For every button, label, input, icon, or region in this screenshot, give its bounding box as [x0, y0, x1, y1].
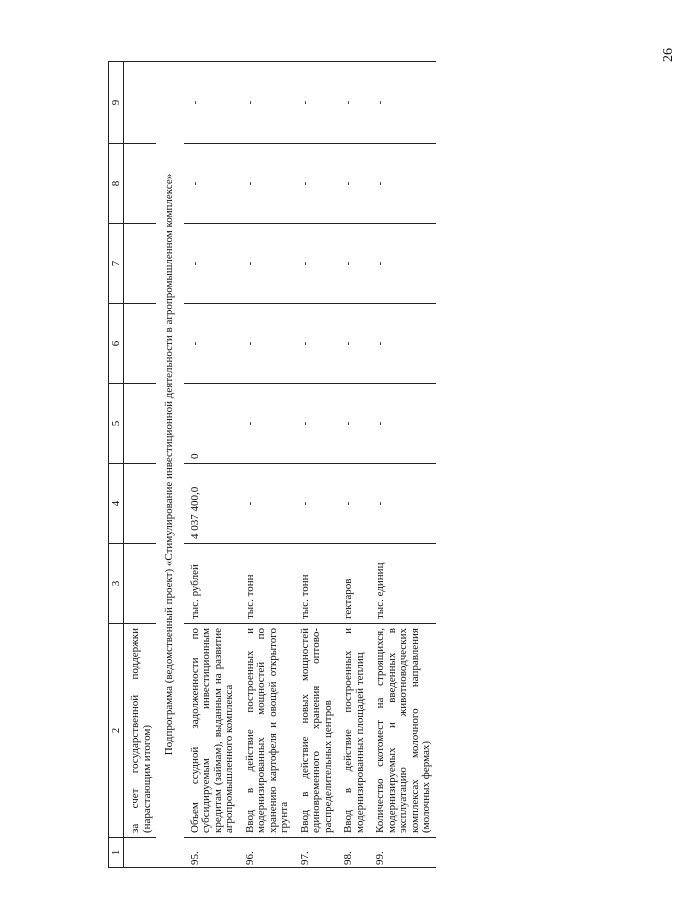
indicator-name: Ввод в действие новых мощностей единовременного хранения оптово-распределительных центров	[294, 624, 338, 838]
value-col-6: -	[369, 304, 436, 384]
value-col-6: -	[239, 304, 294, 384]
value-col-4: -	[294, 464, 338, 544]
col-header-5: 5	[109, 384, 124, 464]
indicator-name: Объем ссудной задолженности по субсидируемым инвестиционным кредитам (займам), выданным на развитие агропромышленного комплекса	[184, 624, 239, 838]
unit: тыс. единиц	[369, 544, 436, 624]
table-row	[239, 62, 294, 868]
value-col-7: -	[369, 224, 436, 304]
unit: гектаров	[337, 544, 369, 624]
unit: тыс. тонн	[294, 544, 338, 624]
value-col-5: -	[369, 384, 436, 464]
value-col-8: -	[239, 144, 294, 224]
value-col-5: -	[337, 384, 369, 464]
col-header-2: 2	[109, 624, 124, 838]
value-col-5: -	[239, 384, 294, 464]
indicators-table	[108, 61, 436, 868]
unit: тыс. рублей	[184, 544, 239, 624]
col-header-4: 4	[109, 464, 124, 544]
value-col-9: -	[239, 62, 294, 144]
value-col-9: -	[294, 62, 338, 144]
value-col-6: -	[184, 304, 239, 384]
col-header-3: 3	[109, 544, 124, 624]
value-col-9: -	[337, 62, 369, 144]
value-col-5: 0	[184, 384, 239, 464]
value-col-4: 4 037 400,0	[184, 464, 239, 544]
table-row	[294, 62, 338, 868]
row-number: 95.	[184, 838, 239, 868]
subprogram-row	[156, 62, 184, 868]
value-col-9: -	[184, 62, 239, 144]
unit: тыс. тонн	[239, 544, 294, 624]
table-row	[337, 62, 369, 868]
col-header-6: 6	[109, 304, 124, 384]
value-col-4: -	[369, 464, 436, 544]
value-col-8: -	[184, 144, 239, 224]
value-col-6: -	[294, 304, 338, 384]
row-number: 99.	[369, 838, 436, 868]
value-col-7: -	[294, 224, 338, 304]
value-col-4: -	[239, 464, 294, 544]
col-header-7: 7	[109, 224, 124, 304]
value-col-6: -	[337, 304, 369, 384]
table-row	[369, 62, 436, 868]
continuation-row	[124, 62, 157, 868]
value-col-4: -	[337, 464, 369, 544]
row-number: 97.	[294, 838, 338, 868]
value-col-7: -	[184, 224, 239, 304]
value-col-8: -	[337, 144, 369, 224]
value-col-7: -	[239, 224, 294, 304]
subprogram-title: Подпрограмма (ведомственный проект) «Стимулирование инвестиционной деятельности в агропромышленном комплексе»	[156, 62, 184, 868]
value-col-9: -	[369, 62, 436, 144]
value-col-8: -	[369, 144, 436, 224]
indicator-name: Ввод в действие построенных и модернизированных мощностей по хранению картофеля и овощей открытого грунта	[239, 624, 294, 838]
continuation-text: за счет государственной поддержки (нарастающим итогом)	[124, 624, 157, 838]
col-header-1: 1	[109, 838, 124, 868]
col-header-9: 9	[109, 62, 124, 144]
row-number: 98.	[337, 838, 369, 868]
rotated-page	[108, 62, 638, 868]
indicator-name: Количество скотомест на строящихся, модернизируемых и введенных в эксплуатацию животноводческих комплексах молочного направления (молочных фермах)	[369, 624, 436, 838]
table-row	[184, 62, 239, 868]
value-col-8: -	[294, 144, 338, 224]
row-number: 96.	[239, 838, 294, 868]
col-header-8: 8	[109, 144, 124, 224]
column-number-row	[109, 62, 124, 868]
page-number: 26	[661, 48, 676, 62]
indicator-name: Ввод в действие построенных и модернизированных площадей теплиц	[337, 624, 369, 838]
value-col-5: -	[294, 384, 338, 464]
value-col-7: -	[337, 224, 369, 304]
